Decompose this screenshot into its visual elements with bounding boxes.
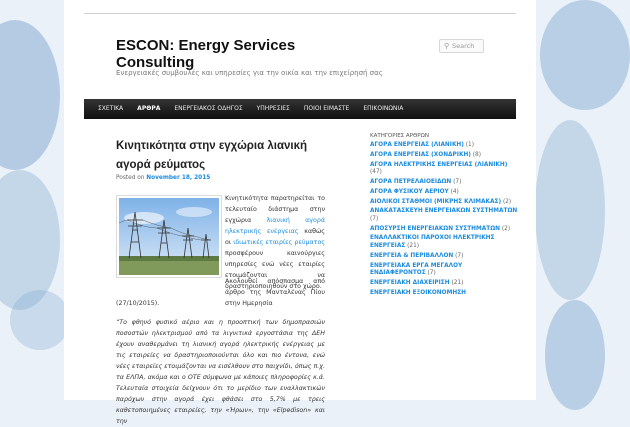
- category-count: (2): [502, 198, 512, 205]
- post-citation: Ακολουθεί απόσπασμα από άρθρο της Μανταλένας Πίου στην Ημερησία: [225, 278, 325, 307]
- category-item: [370, 208, 518, 223]
- post-meta-prefix: Posted on: [116, 175, 145, 181]
- category-item: [370, 280, 518, 288]
- nav-item-energy-guide[interactable]: ΕΝΕΡΓΕΙΑΚΟΣ ΟΔΗΓΟΣ: [174, 105, 243, 112]
- search-placeholder: Search: [452, 42, 475, 50]
- power-lines-photo-icon: [119, 198, 219, 275]
- site-tagline: Ενεργειακές συμβουλές και υπηρεσίες για την οικία και την επιχείρησή σας: [116, 69, 383, 77]
- post-quote: “Το φθηνό φυσικό αέριο και η προοπτική των δημοπρασιών ποσοστών ηλεκτρισμού από τα λιγνιτικά εργοστάσια της ΔΕΗ έχουν αναθερμάνει τη λιανική αγορά ηλεκτρικής ενέργειας με τις εταιρείες να δραστηριοποιούνται όλο και πιο έντονα, ενώ νέες εταιρείες ετοιμάζονται να εισέλθουν στο παιχνίδι, όπως π.χ. τα ΕΛΠΑ, ακόμα και ο ΟΤΕ σύμφωνα με κάποιες πληροφορίες κ.ά. Τελευταία στοιχεία δείχνουν ότι το μερίδιο των εναλλακτικών παρόχων στην αγορά έχει φθάσει στο 5,7% με τρεις καθετοποιημένες εταιρείες, την «Ήρων», την «Elpedison» και την: [116, 319, 325, 425]
- category-item: [370, 199, 518, 207]
- category-count: (1): [465, 142, 474, 148]
- category-link[interactable]: ΑΙΟΛΙΚΟΙ ΣΤΑΘΜΟΙ (ΜΙΚΡΗΣ ΚΛΙΜΑΚΑΣ): [370, 198, 502, 205]
- categories-list: [370, 142, 518, 300]
- category-link[interactable]: ΕΝΕΡΓΕΙΑ & ΠΕΡΙΒΑΛΛΟΝ: [370, 252, 454, 259]
- watercolor-splash: [535, 120, 605, 300]
- header-divider: [84, 13, 516, 14]
- category-link[interactable]: ΑΓΟΡΑ ΦΥΣΙΚΟΥ ΑΕΡΙΟΥ: [370, 188, 449, 195]
- private-companies-link[interactable]: ιδιωτικές εταιρίες ρεύματος: [233, 239, 325, 246]
- category-link[interactable]: ΑΓΟΡΑ ΗΛΕΚΤΡΙΚΗΣ ΕΝΕΡΓΕΙΑΣ (ΛΙΑΝΙΚΗ): [370, 161, 508, 168]
- search-icon: ⚲: [444, 42, 450, 50]
- intro-text-3: προσφέρουν καινούργιες υπηρεσίες ενώ νέες εταιρίες ετοιμάζονται να δραστηριοποιηθούν στο χώρο.: [225, 250, 325, 290]
- page-container: [64, 0, 536, 425]
- category-link[interactable]: ΑΓΟΡΑ ΕΝΕΡΓΕΙΑΣ (ΧΟΝΔΡΙΚΗ): [370, 151, 471, 158]
- category-item: [370, 142, 518, 150]
- category-link[interactable]: ΑΓΟΡΑ ΠΕΤΡΕΛΑΙΟΕΙΔΩΝ: [370, 178, 452, 185]
- nav-item-about[interactable]: ΣΧΕΤΙΚΑ: [98, 105, 124, 112]
- category-count: (7): [427, 270, 436, 277]
- category-item: [370, 179, 518, 187]
- category-item: [370, 162, 518, 177]
- category-count: (21): [407, 243, 420, 250]
- category-link[interactable]: ΕΝΕΡΓΕΙΑΚΗ ΔΙΑΧΕΙΡΙΣΗ: [370, 279, 450, 286]
- category-item: [370, 290, 518, 298]
- power-lines-photo: [116, 195, 222, 278]
- category-count: (21): [451, 279, 464, 286]
- nav-item-who-we-are[interactable]: ΠΟΙΟΙ ΕΙΜΑΣΤΕ: [303, 105, 350, 112]
- category-link[interactable]: ΑΝΑΚΑΤΑΣΚΕΥΗ ΕΝΕΡΓΕΙΑΚΩΝ ΣΥΣΤΗΜΑΤΩΝ: [370, 208, 518, 215]
- category-count: (7): [455, 252, 464, 259]
- category-item: [370, 235, 518, 250]
- category-count: (8): [472, 151, 482, 158]
- nav-item-services[interactable]: ΥΠΗΡΕΣΙΕΣ: [256, 105, 290, 112]
- categories-widget-title: ΚΑΤΗΓΟΡΙΕΣ ΑΡΘΡΩΝ: [370, 133, 429, 139]
- category-item: [370, 152, 518, 160]
- search-input[interactable]: [439, 39, 484, 53]
- category-count: (7): [453, 178, 462, 185]
- post-title[interactable]: Κινητικότητα στην εγχώρια λιανική αγορά ρεύματος: [116, 140, 308, 171]
- category-count: (47): [370, 169, 382, 176]
- watercolor-splash: [0, 170, 60, 310]
- watercolor-splash: [545, 300, 605, 410]
- watercolor-splash: [10, 290, 70, 350]
- category-item: [370, 189, 518, 197]
- intro-text-2: καθώς οι: [225, 228, 325, 246]
- category-count: (7): [370, 215, 379, 222]
- post-citation-date: (27/10/2015).: [116, 300, 160, 307]
- intro-text-1: Κινητικότητα παρατηρείται το τελευταίο διάστημα στην εγχώρια: [225, 195, 325, 224]
- post-date-link[interactable]: November 18, 2015: [146, 175, 211, 181]
- site-title[interactable]: ESCON: Energy Services Consulting: [116, 37, 296, 71]
- retail-market-link[interactable]: λιανική αγορά ηλεκτρικής ενέργειας: [225, 217, 325, 235]
- category-count: (4): [450, 188, 459, 195]
- category-link[interactable]: ΕΝΕΡΓΕΙΑΚΗ ΕΞΟΙΚΟΝΟΜΗΣΗ: [370, 289, 467, 296]
- category-link[interactable]: ΑΓΟΡΑ ΕΝΕΡΓΕΙΑΣ (ΛΙΑΝΙΚΗ): [370, 142, 464, 148]
- main-nav: [84, 99, 516, 119]
- category-item: [370, 263, 518, 278]
- category-item: [370, 253, 518, 261]
- nav-item-articles[interactable]: ΑΡΘΡΑ: [137, 105, 161, 112]
- post-meta: [116, 175, 210, 181]
- category-link[interactable]: ΑΠΟΣΥΡΣΗ ΕΝΕΡΓΕΙΑΚΩΝ ΣΥΣΤΗΜΑΤΩΝ: [370, 225, 501, 232]
- watercolor-splash: [540, 0, 630, 110]
- nav-item-contact[interactable]: ΕΠΙΚΟΙΝΩΝΙΑ: [363, 105, 404, 112]
- category-item: [370, 226, 518, 234]
- watercolor-splash: [0, 20, 60, 170]
- category-link[interactable]: ΕΝΑΛΛΑΚΤΙΚΟΙ ΠΑΡΟΧΟΙ ΗΛΕΚΤΡΙΚΗΣ ΕΝΕΡΓΕΙΑΣ: [370, 235, 495, 250]
- category-link[interactable]: ΕΝΕΡΓΕΙΑΚΑ ΕΡΓΑ ΜΕΓΑΛΟΥ ΕΝΔΙΑΦΕΡΟΝΤΟΣ: [370, 262, 463, 277]
- category-count: (2): [501, 225, 511, 232]
